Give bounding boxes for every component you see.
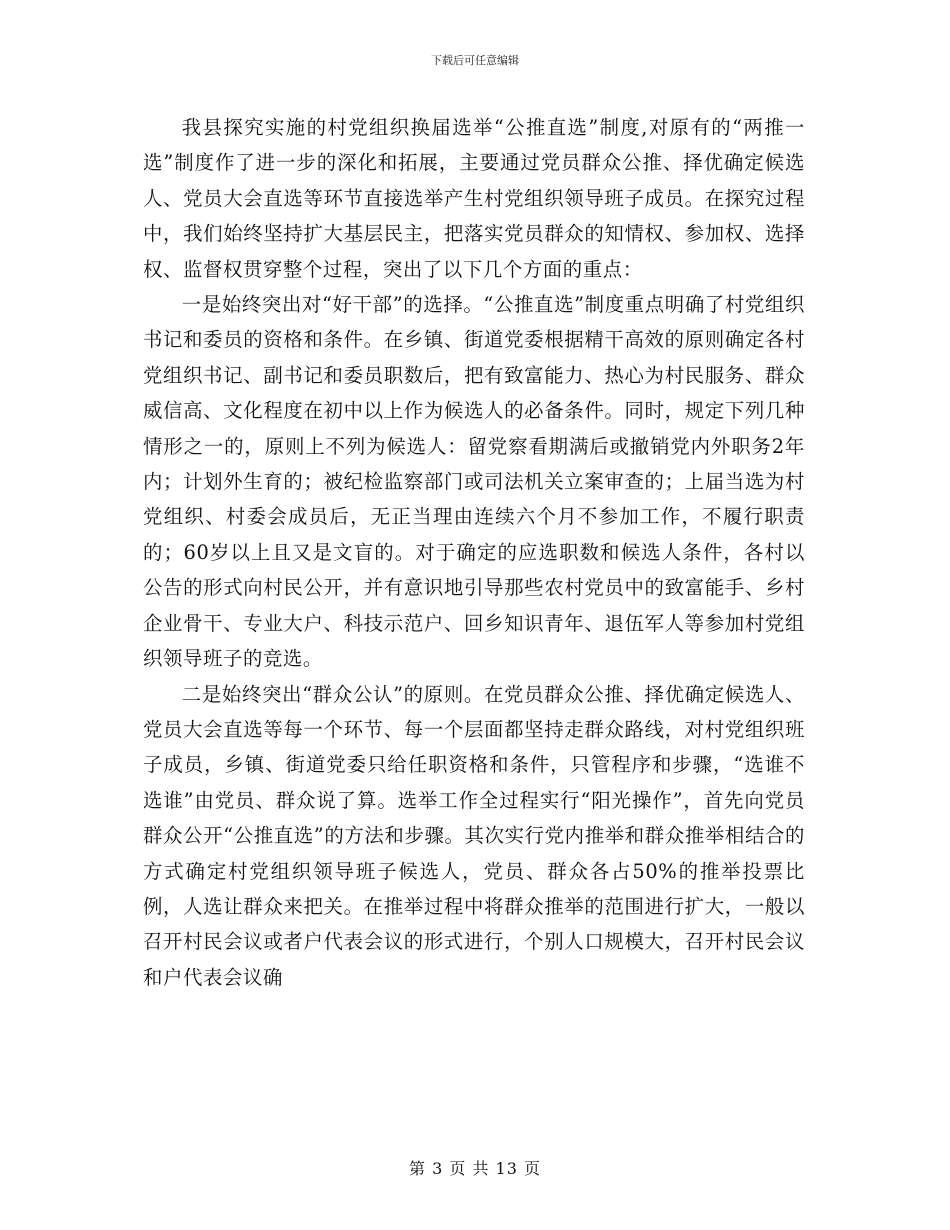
paragraph-point-two: 二是始终突出“群众公认”的原则。在党员群众公推、择优确定候选人、党员大会直选等每一个环节、每一个层面都坚持走群众路线，对村党组织班子成员，乡镇、街道党委只给任职资格和条件，只管程序和步骤，“选谁不选谁”由党员、群众说了算。选举工作全过程实行“阳光操作”，首先向党员群众公开“公推直选”的方法和步骤。其次实行党内推举和群众推举相结合的方式确定村党组织领导班子候选人，党员、群众各占50%的推举投票比例，人选让群众来把关。在推举过程中将群众推举的范围进行扩大，一般以召开村民会议或者户代表会议的形式进行，个别人口规模大，召开村民会议和户代表会议确 <box>143 682 805 989</box>
paragraph-intro: 我县探究实施的村党组织换届选举“公推直选”制度,对原有的“两推一选”制度作了进一步的深化和拓展，主要通过党员群众公推、择优确定候选人、党员大会直选等环节直接选举产生村党组织领导班子成员。在探究过程中，我们始终坚持扩大基层民主，把落实党员群众的知情权、参加权、选择权、监督权贯穿整个过程，突出了以下几个方面的重点： <box>143 116 805 281</box>
paragraph-point-one: 一是始终突出对“好干部”的选择。“公推直选”制度重点明确了村党组织书记和委员的资格和条件。在乡镇、街道党委根据精干高效的原则确定各村党组织书记、副书记和委员职数后，把有致富能力、热心为村民服务、群众威信高、文化程度在初中以上作为候选人的必备条件。同时，规定下列几种情形之一的，原则上不列为候选人：留党察看期满后或撤销党内外职务2年内；计划外生育的；被纪检监察部门或司法机关立案审查的；上届当选为村党组织、村委会成员后，无正当理由连续六个月不参加工作，不履行职责的；60岁以上且又是文盲的。对于确定的应选职数和候选人条件，各村以公告的形式向村民公开，并有意识地引导那些农村党员中的致富能手、乡村企业骨干、专业大户、科技示范户、回乡知识青年、退伍军人等参加村党组织领导班子的竞选。 <box>143 293 805 671</box>
document-body <box>143 110 805 995</box>
page-footer: 第 3 页 共 13 页 <box>409 1159 541 1178</box>
page-header: 下载后可任意编辑 <box>431 54 519 67</box>
